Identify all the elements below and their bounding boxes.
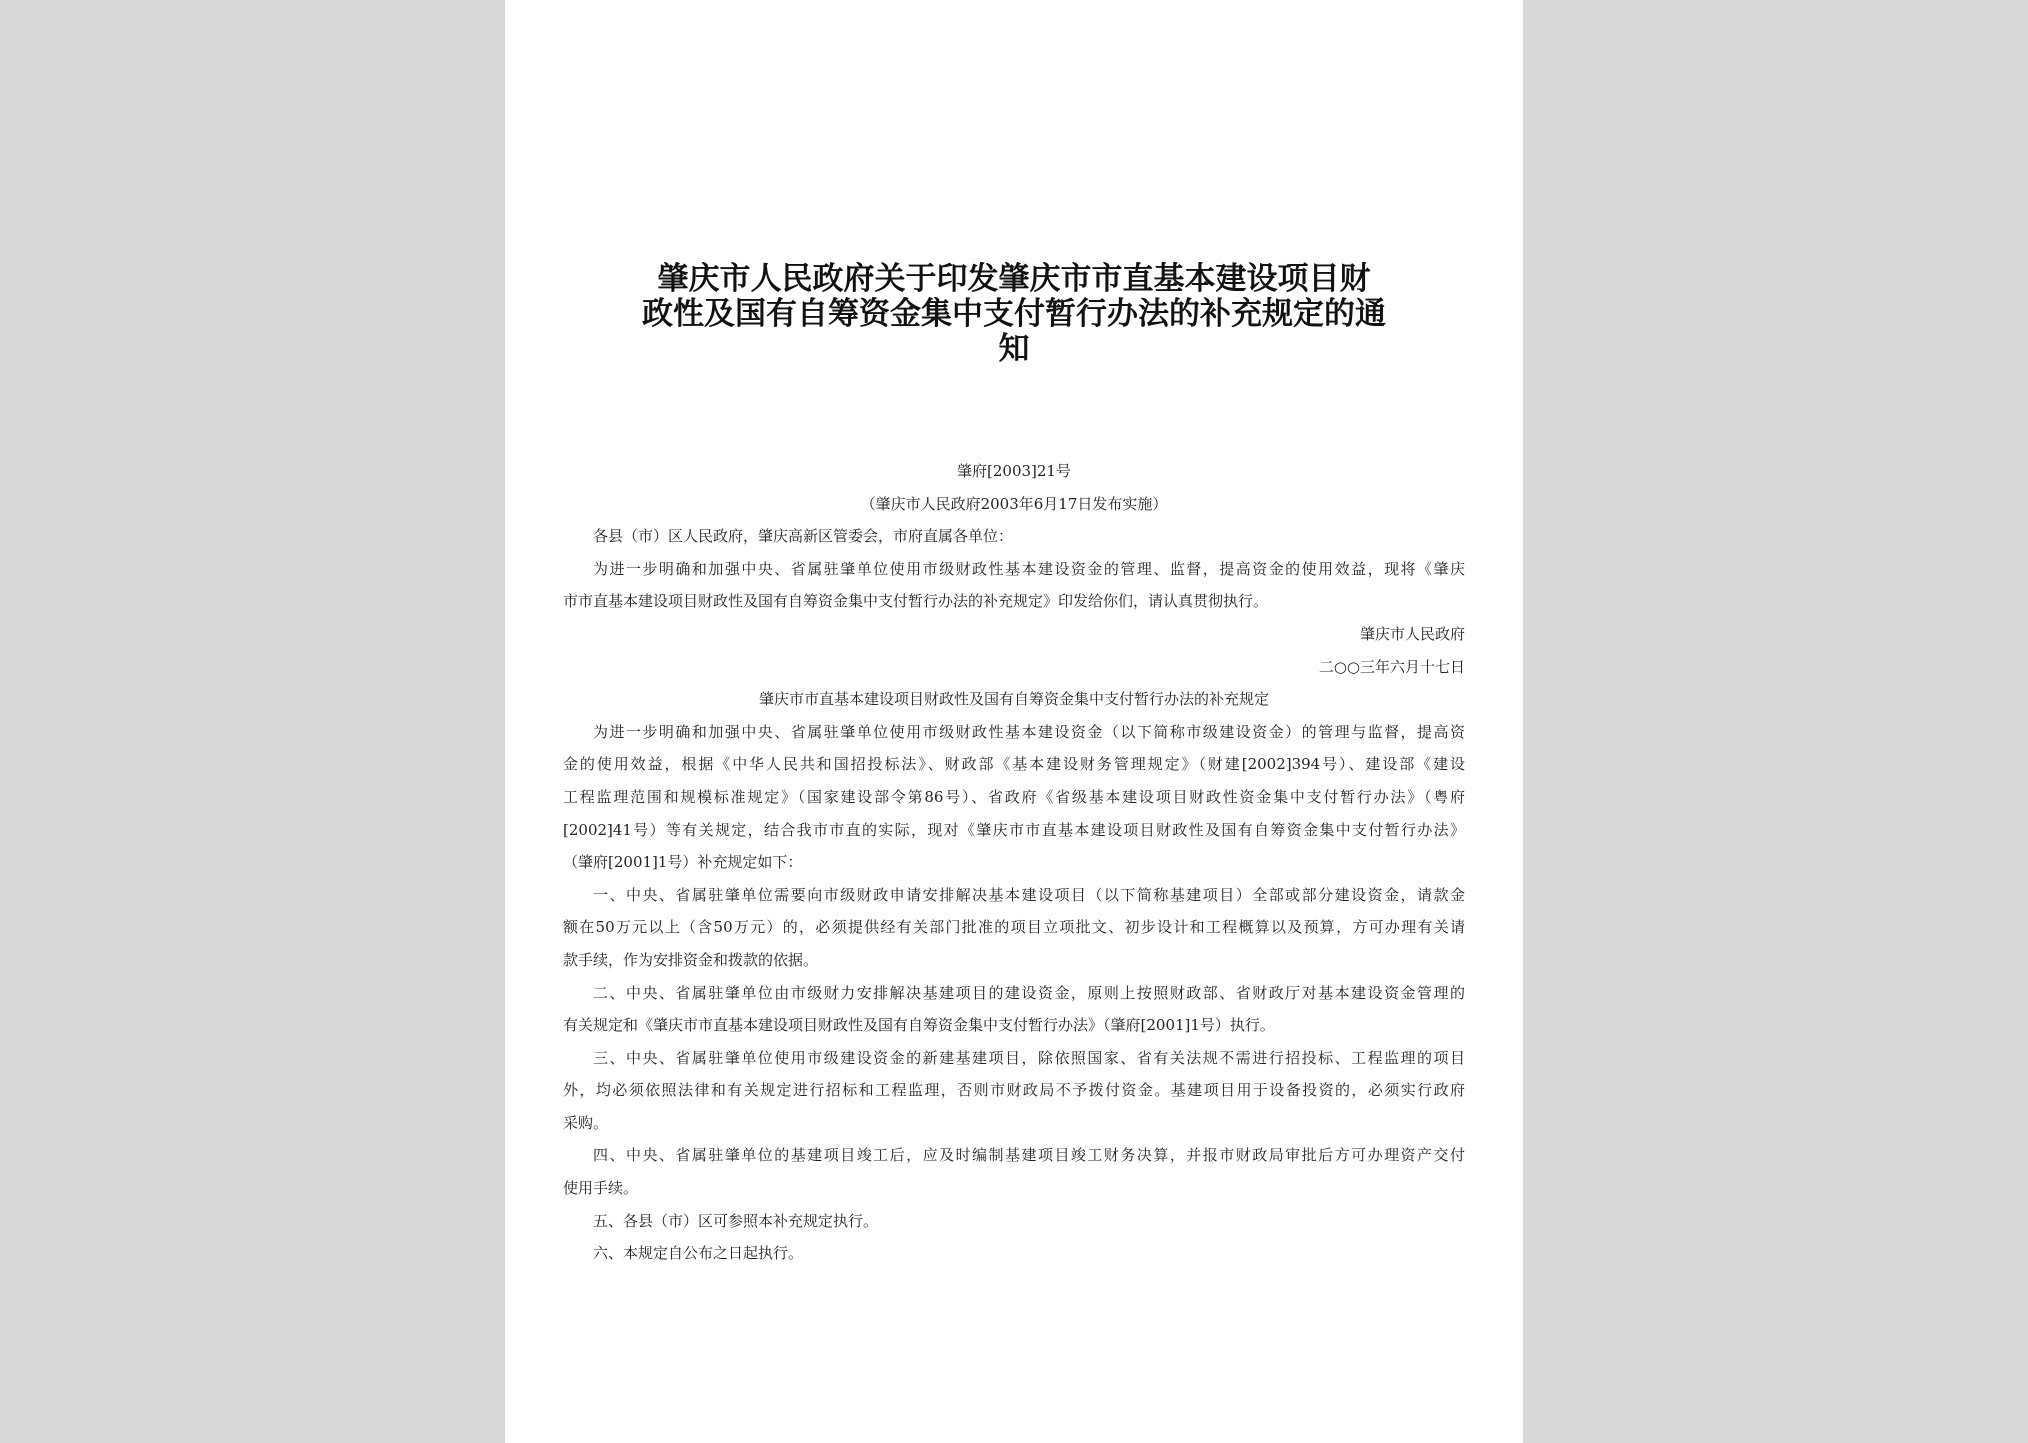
article-5: 五、各县（市）区可参照本补充规定执行。 — [593, 1211, 879, 1230]
document-body — [563, 455, 1465, 1270]
paragraph-line: 工程监理范围和规模标准规定》（国家建设部令第86号）、省政府《省级基本建设项目财政性资金集中支付暂行办法》（粤府 — [563, 787, 1465, 806]
paragraph-line: 款手续，作为安排资金和拨款的依据。 — [563, 950, 819, 969]
paragraph-line: 四、中央、省属驻肇单位的基建项目竣工后，应及时编制基建项目竣工财务决算，并报市财政局审批后方可办理资产交付 — [593, 1146, 1465, 1165]
doc-number: 肇府[2003]21号 — [957, 462, 1071, 480]
preamble-paragraph — [563, 716, 1465, 879]
article-4 — [563, 1139, 1465, 1204]
paragraph-line: 市市直基本建设项目财政性及国有自筹资金集中支付暂行办法的补充规定》印发给你们，请认真贯彻执行。 — [563, 592, 1269, 611]
paragraph-line: 三、中央、省属驻肇单位使用市级建设资金的新建基建项目，除依照国家、省有关法规不需进行招投标、工程监理的项目 — [593, 1048, 1465, 1067]
issue-note: （肇庆市人民政府2003年6月17日发布实施） — [860, 494, 1168, 513]
document-title — [563, 262, 1465, 367]
article-6: 六、本规定自公布之日起执行。 — [593, 1244, 804, 1263]
paragraph-line: 为进一步明确和加强中央、省属驻肇单位使用市级财政性基本建设资金的管理、监督，提高资金的使用效益，现将《肇庆 — [593, 559, 1465, 578]
article-1 — [563, 879, 1465, 977]
title-line: 知 — [998, 332, 1030, 367]
paragraph-line: 额在50万元以上（含50万元）的，必须提供经有关部门批准的项目立项批文、初步设计和工程概算以及预算，方可办理有关请 — [563, 918, 1465, 937]
intro-paragraph — [563, 553, 1465, 618]
title-line: 政性及国有自筹资金集中支付暂行办法的补充规定的通 — [642, 297, 1386, 332]
document-page — [505, 0, 1523, 1443]
subtitle: 肇庆市市直基本建设项目财政性及国有自筹资金集中支付暂行办法的补充规定 — [758, 690, 1269, 709]
paragraph-line: 有关规定和《肇庆市市直基本建设项目财政性及国有自筹资金集中支付暂行办法》（肇府[2001]1号）执行。 — [563, 1016, 1275, 1035]
paragraph-line: 外，均必须依照法律和有关规定进行招标和工程监理，否则市财政局不予拨付资金。基建项目用于设备投资的，必须实行政府 — [563, 1081, 1465, 1100]
paragraph-line: 使用手续。 — [563, 1179, 639, 1198]
paragraph-line: （肇府[2001]1号）补充规定如下： — [563, 853, 803, 872]
salutation: 各县（市）区人民政府，肇庆高新区管委会，市府直属各单位： — [593, 527, 1014, 546]
signature: 肇庆市人民政府 — [1359, 624, 1465, 643]
paragraph-line: 为进一步明确和加强中央、省属驻肇单位使用市级财政性基本建设资金（以下简称市级建设资金）的管理与监督，提高资 — [593, 722, 1465, 741]
title-line: 肇庆市人民政府关于印发肇庆市市直基本建设项目财 — [657, 262, 1371, 297]
article-3 — [563, 1042, 1465, 1140]
paragraph-line: 二、中央、省属驻肇单位由市级财力安排解决基建项目的建设资金，原则上按照财政部、省财政厅对基本建设资金管理的 — [593, 983, 1465, 1002]
paragraph-line: 金的使用效益，根据《中华人民共和国招投标法》、财政部《基本建设财务管理规定》（财建[2002]394号）、建设部《建设 — [563, 755, 1465, 774]
paragraph-line: 采购。 — [563, 1113, 609, 1132]
paragraph-line: [2002]41号）等有关规定，结合我市市直的实际，现对《肇庆市市直基本建设项目财政性及国有自筹资金集中支付暂行办法》 — [563, 820, 1465, 839]
paragraph-line: 一、中央、省属驻肇单位需要向市级财政申请安排解决基本建设项目（以下简称基建项目）全部或部分建设资金，请款金 — [593, 885, 1465, 904]
issue-date: 二○○三年六月十七日 — [1318, 657, 1465, 676]
article-2 — [563, 977, 1465, 1042]
